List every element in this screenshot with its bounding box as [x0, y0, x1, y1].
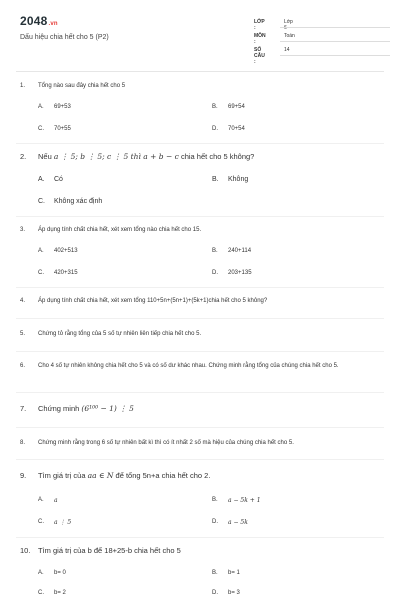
option-value: 420+315 — [54, 270, 78, 276]
question-text-part: Nếu — [38, 152, 52, 161]
question-count-value: 14 — [284, 47, 290, 53]
question-number: 9. — [20, 471, 27, 480]
option-value: 240+114 — [228, 248, 252, 254]
document-header — [0, 0, 400, 66]
question-number: 2. — [20, 152, 27, 161]
site-logo[interactable] — [20, 14, 58, 28]
class-label: LỚP : — [254, 19, 265, 31]
option-label: A. — [38, 104, 44, 110]
option-label: B. — [212, 570, 218, 576]
question-text: Cho 4 số tự nhiên không chia hết cho 5 và có số dư khác nhau. Chứng minh rằng tổng của chúng chia hết cho 5. — [38, 363, 339, 369]
option-value: 402+513 — [54, 248, 78, 254]
option-value: b= 1 — [228, 570, 240, 576]
question-text: Áp dụng tính chất chia hết, xét xem tổng 110+5n+(5n+1)+(5k+1)chia hết cho 5 không? — [38, 298, 268, 304]
option-label: B. — [212, 248, 218, 254]
question-separator — [16, 287, 384, 288]
question-6 — [20, 362, 382, 382]
meta-underline — [280, 27, 390, 28]
question-number: 1. — [20, 83, 26, 89]
option-value: 70+54 — [228, 126, 245, 132]
question-number: 3. — [20, 227, 26, 233]
class-value: Lớp 6 — [284, 19, 293, 31]
option-label: A. — [38, 570, 44, 576]
question-text — [38, 471, 382, 481]
option-value: a ⋮ 5 — [54, 519, 72, 526]
math-expression: a ⋮ 5; b ⋮ 5; c ⋮ 5 thì a + b − c — [53, 152, 179, 161]
math-expression: aa ∈ N — [87, 471, 114, 480]
option-label: B. — [212, 104, 218, 110]
option-label: C. — [38, 590, 44, 596]
question-text-part: Chứng minh — [38, 404, 80, 413]
option-label: C. — [38, 519, 44, 525]
question-text-part: Tìm giá trị của — [38, 471, 86, 480]
question-number: 6. — [20, 363, 26, 369]
option-label: D. — [212, 590, 218, 596]
option-value: b= 0 — [54, 570, 66, 576]
subject-value: Toán — [284, 33, 295, 39]
question-number: 4. — [20, 298, 26, 304]
logo-text: 2048 — [20, 14, 48, 28]
question-text: Tìm giá trị của b để 18+25-b chia hết cho 5 — [38, 546, 181, 555]
option-value: 69+53 — [54, 104, 71, 110]
question-text: Áp dụng tính chất chia hết, xét xem tổng nào chia hết cho 15. — [38, 227, 202, 233]
question-separator — [16, 459, 384, 460]
question-text — [38, 404, 382, 414]
question-separator — [16, 351, 384, 352]
option-value: 203+135 — [228, 270, 252, 276]
subject-label: MÔN : — [254, 33, 266, 45]
meta-underline — [280, 55, 390, 56]
question-number: 7. — [20, 404, 27, 413]
option-label: A. — [38, 248, 44, 254]
question-text: Chứng minh rằng trong 6 số tự nhiên bất kì thì có ít nhất 2 số mà hiệu của chúng chia hết cho 5. — [38, 440, 294, 446]
option-value: a — [54, 497, 58, 504]
option-value: Có — [54, 176, 63, 183]
question-text-part: chia hết cho 5 không? — [180, 152, 255, 161]
question-number: 8. — [20, 440, 26, 446]
question-text: Tổng nào sau đây chia hết cho 5 — [38, 83, 126, 89]
option-label: C. — [38, 126, 44, 132]
option-label: A. — [38, 497, 44, 503]
option-label: C. — [38, 198, 45, 205]
question-count-label: SỐ CÂU : — [254, 47, 265, 65]
option-value: a − 5k + 1 — [228, 497, 261, 504]
option-value: 69+54 — [228, 104, 245, 110]
option-value: 70+55 — [54, 126, 71, 132]
option-label: B. — [212, 497, 218, 503]
option-label: C. — [38, 270, 44, 276]
document-title: Dấu hiệu chia hết cho 5 (P2) — [20, 34, 109, 41]
math-expression: (6¹⁰⁰ − 1) ⋮ 5 — [81, 404, 134, 413]
option-value: Không — [228, 176, 249, 183]
option-value: b= 2 — [54, 590, 66, 596]
option-label: B. — [212, 176, 219, 183]
question-text-part: để tổng 5n+a chia hết cho 2. — [115, 471, 211, 480]
question-number: 10. — [20, 546, 31, 555]
question-number: 5. — [20, 331, 26, 337]
option-label: D. — [212, 519, 218, 525]
question-separator — [16, 427, 384, 428]
meta-underline — [280, 41, 390, 42]
question-text: Chứng tỏ rằng tổng của 5 số tự nhiên liên tiếp chia hết cho 5. — [38, 331, 202, 337]
question-separator — [16, 537, 384, 538]
header-divider — [16, 71, 384, 72]
question-separator — [16, 143, 384, 144]
option-value: b= 3 — [228, 590, 240, 596]
option-label: A. — [38, 176, 45, 183]
option-label: D. — [212, 270, 218, 276]
question-separator — [16, 318, 384, 319]
option-value: a − 5k — [228, 519, 248, 526]
question-text — [38, 152, 382, 162]
question-separator — [16, 392, 384, 393]
option-value: Không xác định — [54, 198, 103, 205]
logo-suffix: .vn — [48, 21, 58, 27]
option-label: D. — [212, 126, 218, 132]
question-separator — [16, 216, 384, 217]
